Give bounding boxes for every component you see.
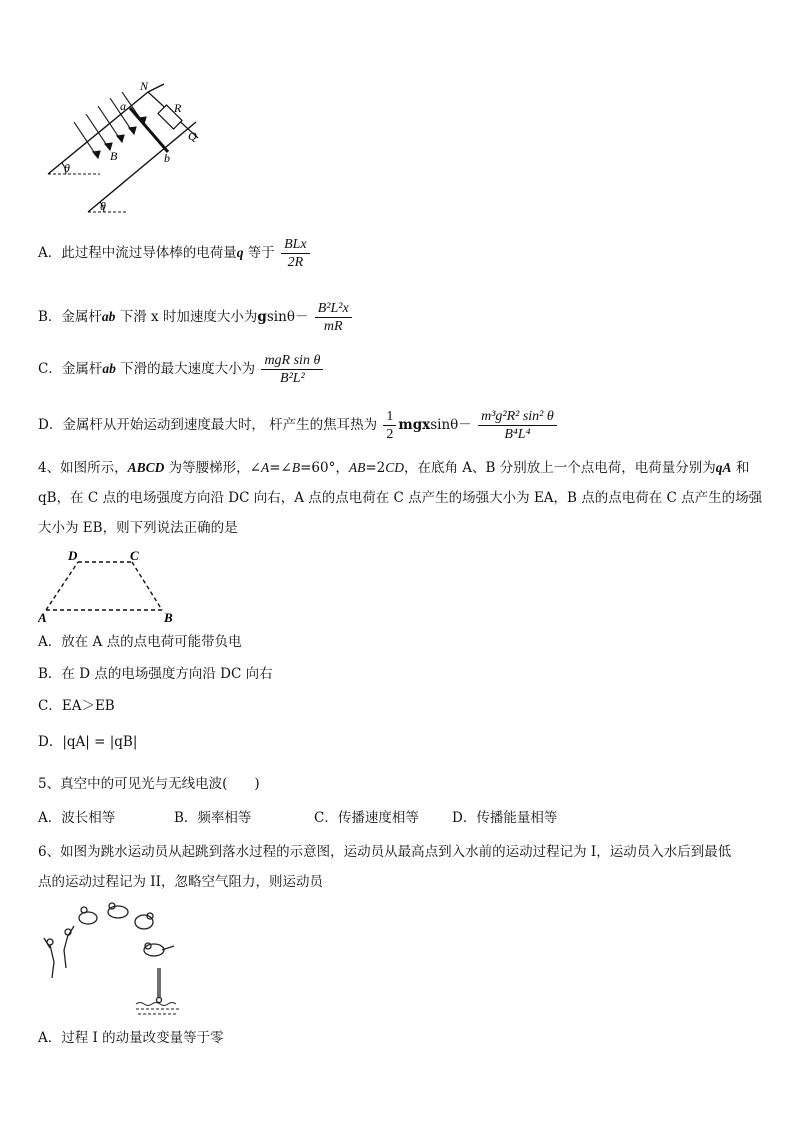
label-B-field: B — [110, 149, 118, 163]
label-theta-lower: θ — [100, 199, 106, 213]
q3-option-c[interactable]: C．金属杆ab 下滑的最大速度大小为 $\frac{\text{mgR sin θ}}{\text{B²L²}}$ — [38, 352, 325, 387]
fraction: $\frac{\text{BLx}}{2R}$ — [281, 236, 310, 271]
q5-option-b[interactable]: B．频率相等 — [174, 810, 252, 826]
q5-option-c[interactable]: C．传播速度相等 — [314, 810, 419, 826]
vertex-B: B — [164, 610, 173, 624]
incline-figure — [40, 78, 250, 218]
q3-option-d[interactable]: D．金属杆从开始运动到速度最大时， 杆产生的焦耳热为 $\frac{1}{2}$ mgxsinθ－ $\frac{\text{m³g²R² sin² θ}}{\text{B⁴L⁴}}$ — [38, 408, 559, 443]
label-theta-upper: θ — [64, 161, 70, 175]
q4-stem-line1: 4、如图所示，ABCD 为等腰梯形，∠A=∠B=60°，AB=2CD，在底角 A、B 分别放上一个点电荷，电荷量分别为qA 和 — [38, 460, 750, 476]
q3-option-b[interactable]: B．金属杆ab 下滑 x 时加速度大小为gsinθ－ $\frac{\text{B²L²x}}{mR}$ — [38, 300, 354, 335]
vertex-A: A — [38, 610, 47, 624]
fraction: $\frac{\text{m³g²R² sin² θ}}{\text{B⁴L⁴}}$ — [478, 408, 557, 443]
q4-stem-line3: 大小为 EB，则下列说法正确的是 — [38, 520, 238, 536]
label-R: R — [174, 101, 182, 115]
vertex-D: D — [68, 548, 78, 563]
label-b: b — [164, 151, 170, 165]
q5-option-d[interactable]: D．传播能量相等 — [452, 810, 558, 826]
q6-stem-line1: 6、如图为跳水运动员从起跳到落水过程的示意图，运动员从最高点到入水前的运动过程记为 I，运动员入水后到最低 — [38, 844, 732, 860]
q5-stem: 5、真空中的可见光与无线电波( ) — [38, 776, 260, 792]
q5-options-row — [38, 808, 557, 828]
trapezoid-figure — [38, 548, 188, 624]
label-Q: Q — [188, 129, 197, 143]
q3-option-a[interactable]: A．此过程中流过导体棒的电荷量q 等于 $\frac{\text{BLx}}{2R}$ — [38, 236, 312, 271]
label-a: a — [120, 99, 126, 113]
fraction: $\frac{\text{mgR sin θ}}{\text{B²L²}}$ — [261, 352, 323, 387]
q4-option-c[interactable]: C．EA＞EB — [38, 698, 115, 714]
q4-stem-line2: qB，在 C 点的电场强度方向沿 DC 向右，A 点的点电荷在 C 点产生的场强大小为 EA，B 点的点电荷在 C 点产生的场强 — [38, 490, 763, 506]
q4-option-b[interactable]: B．在 D 点的电场强度方向沿 DC 向右 — [38, 666, 273, 682]
label-N: N — [140, 79, 149, 93]
half-fraction: $\frac{1}{2}$ — [383, 408, 396, 443]
option-label: A． — [38, 245, 62, 261]
vertex-C: C — [130, 548, 139, 563]
q4-option-a[interactable]: A．放在 A 点的点电荷可能带负电 — [38, 634, 242, 650]
q5-option-a[interactable]: A．波长相等 — [38, 810, 116, 826]
fraction: $\frac{\text{B²L²x}}{mR}$ — [315, 300, 352, 335]
q4-option-d[interactable]: D．|qA| = |qB| — [38, 734, 138, 750]
q6-stem-line2: 点的运动过程记为 II，忽略空气阻力，则运动员 — [38, 874, 323, 890]
q6-option-a[interactable]: A．过程 I 的动量改变量等于零 — [38, 1030, 224, 1046]
diver-figure — [40, 898, 190, 1020]
